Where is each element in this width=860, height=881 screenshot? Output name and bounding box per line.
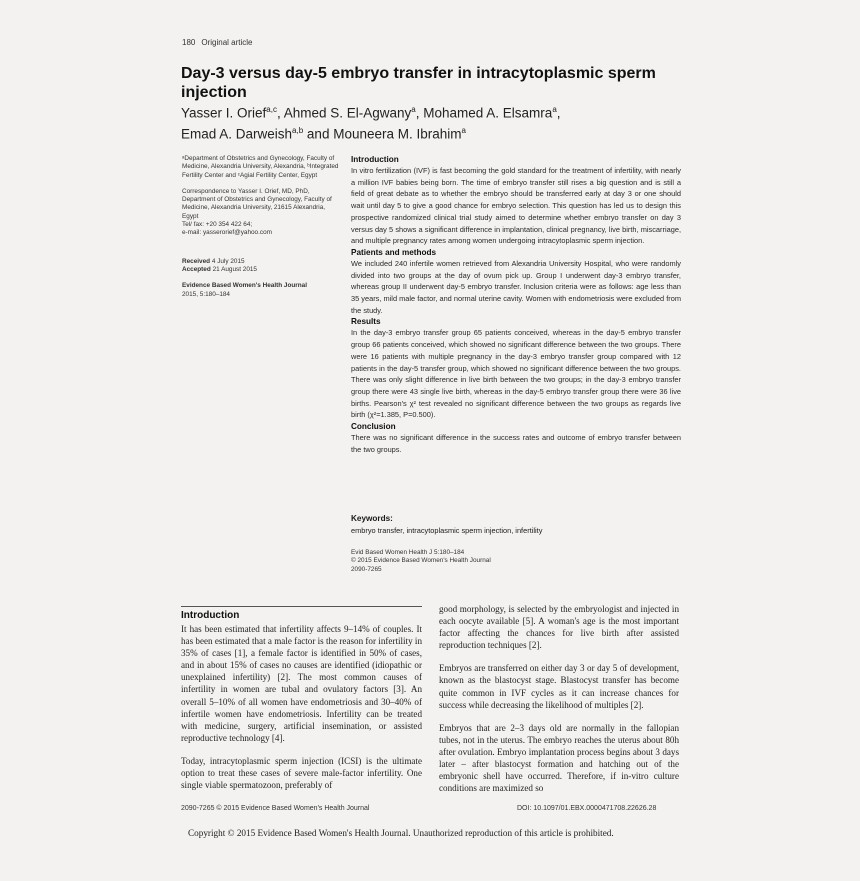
correspondence: Correspondence to Yasser I. Orief, MD, PhD, Department of Obstetrics and Gynecology, Faculty of Medicine, Alexandria University, 21615 Alexandria, Egypt Tel/ fax: +20 354 422 64; e-mail: yasserorief@yahoo.com [182, 187, 332, 237]
author: Ahmed S. El-Agwany [283, 105, 412, 121]
citation-block: Evid Based Women Health J 5:180–184 © 2015 Evidence Based Women's Health Journal 2090-7265 [351, 549, 491, 573]
email-link[interactable]: e-mail: yasserorief@yahoo.com [182, 229, 272, 237]
body-paragraph: Embryos are transferred on either day 3 or day 5 of development, known as the blastocyst stage. Blastocyst transfer has become quite common in IVF cycles as it can increase chances for success while decreasing the likelihood of multiples [2]. [439, 663, 679, 710]
body-paragraph: It has been estimated that infertility affects 9–14% of couples. It has been estimated that a male factor is the reason for infertility in 35% of cases [1], a female factor is identified in 50% of cases, and in about 15% of cases no causes are identified (idiopathic or unexplained infertility) [2]. The most common causes of infertility in women are tubal and ovulatory factors [3]. An overall 5–10% of all women have endometriosis and 30–40% of infertile women have endometriosis. Infertility can be treated with medicine, surgery, artificial insemination, or assisted reproductive technology [4]. [181, 624, 422, 743]
footer-issn: 2090-7265 © 2015 Evidence Based Women's Health Journal [181, 805, 370, 812]
abstract-paragraph: We included 240 infertile women retrieved from Alexandria University Hospital, who were randomly divided into two groups at the day of ovum pick up. Group I underwent day-3 embryo transfer, whereas group II underwent day-5 embryo transfer. Inclusion criteria were as follows: age less than 35 years, mild male factor, and normal uterine cavity. Women with endometriosis were excluded from the study. [351, 258, 681, 315]
author: Emad A. Darweish [181, 126, 293, 141]
body-column-left [181, 609, 422, 802]
abstract-heading: Introduction [351, 155, 399, 164]
copyright-notice: Copyright © 2015 Evidence Based Women's Health Journal. Unauthorized reproduction of this article is prohibited. [188, 828, 614, 838]
keywords-label: Keywords: [351, 514, 393, 523]
abstract-paragraph: There was no significant difference in the success rates and outcome of embryo transfer between the two groups. [351, 433, 681, 454]
section-label: Original article [201, 38, 253, 47]
article-metadata [182, 155, 342, 299]
running-header [182, 38, 253, 47]
author-list: Yasser I. Orief$^{a,c}$, Ahmed S. El-Agwany$^a$, Mohamed A. Elsamra$^a$, Emad A. Darweish$^{a,b}$ and Mouneera M. Ibrahim$^a$ [181, 105, 561, 141]
article-title: Day-3 versus day-5 embryo transfer in intracytoplasmic sperm injection [181, 65, 656, 101]
author: Mohamed A. Elsamra [423, 105, 553, 121]
body-paragraph: Embryos that are 2–3 days old are normally in the fallopian tubes, not in the uterus. The embryo reaches the uterus about 80h after ovulation. Embryo implantation process begins about 3 days later – after blastocyst formation and hatching out of the embryonic shell have occurred. Therefore, if in-vitro culture conditions are maximized so [439, 722, 679, 794]
abstract-paragraph: In vitro fertilization (IVF) is fast becoming the gold standard for the treatment of infertility, with nearly a million IVF babies being born. The time of embryo transfer still rises a big question and is still a field of great debate as to whether the embryo should be transferred early at day 3 or one should wait until day 5 to give a good chance for embryo selection. This question has led us to design this prospective randomized clinical trial study aimed to determine whether embryo transfer on day 3 versus day 5 shows a significant difference in implantation, clinical pregnancy, live birth, miscarriage, and multiple pregnancy rates among women undergoing intracytoplasmic sperm injection. [351, 166, 681, 246]
page-number: 180 [182, 38, 196, 47]
abstract [351, 154, 681, 455]
keywords-text: embryo transfer, intracytoplasmic sperm injection, infertility [351, 525, 543, 535]
article-dates: Received 4 July 2015 Accepted 21 August 2015 [182, 257, 257, 273]
body-column-right [439, 603, 679, 805]
author: Yasser I. Orief [181, 105, 267, 121]
body-paragraph: Today, intracytoplasmic sperm injection (ICSI) is the ultimate option to treat these cases of severe male-factor infertility. One single viable spermatozoon, preferably of [181, 755, 422, 791]
abstract-heading: Results [351, 317, 381, 327]
body-paragraph: good morphology, is selected by the embryologist and injected in each oocyte available [5]. A woman's age is the most important factor affecting the chances for live birth after assisted reproduction techniques [2]. [439, 604, 679, 651]
section-divider [181, 606, 422, 607]
abstract-paragraph: In the day-3 embryo transfer group 65 patients conceived, whereas in the day-5 embryo transfer group 66 patients conceived, which showed no significant difference between the two groups. There were 16 patients with multiple pregnancy in the day-3 embryo transfer group compared with 12 patients in the day-5 transfer group, which showed no significant difference between the two groups. There was only slight difference in live birth between the two groups; in the day-3 embryo transfer group there were 43 single live birth, whereas in the day-5 embryo transfer group there were 36 live births. Pearson's χ² test revealed no significant difference between the two groups as regards live birth (χ²=1.385, P=0.500). [351, 328, 681, 420]
journal-reference: Evidence Based Women's Health Journal 2015, 5:180–184 [182, 282, 307, 298]
affiliations: ᵃDepartment of Obstetrics and Gynecology, Faculty of Medicine, Alexandria University, Alexandria, ᵇIntegrated Fertility Center and ᶜAgial Fertility Center, Egypt [182, 155, 339, 179]
keywords-block [351, 513, 681, 536]
abstract-heading: Conclusion [351, 422, 396, 432]
section-heading: Introduction [181, 610, 240, 621]
author: Mouneera M. Ibrahim [333, 126, 462, 141]
footer-doi[interactable]: DOI: 10.1097/01.EBX.0000471708.22626.28 [517, 805, 657, 812]
abstract-heading: Patients and methods [351, 247, 437, 257]
